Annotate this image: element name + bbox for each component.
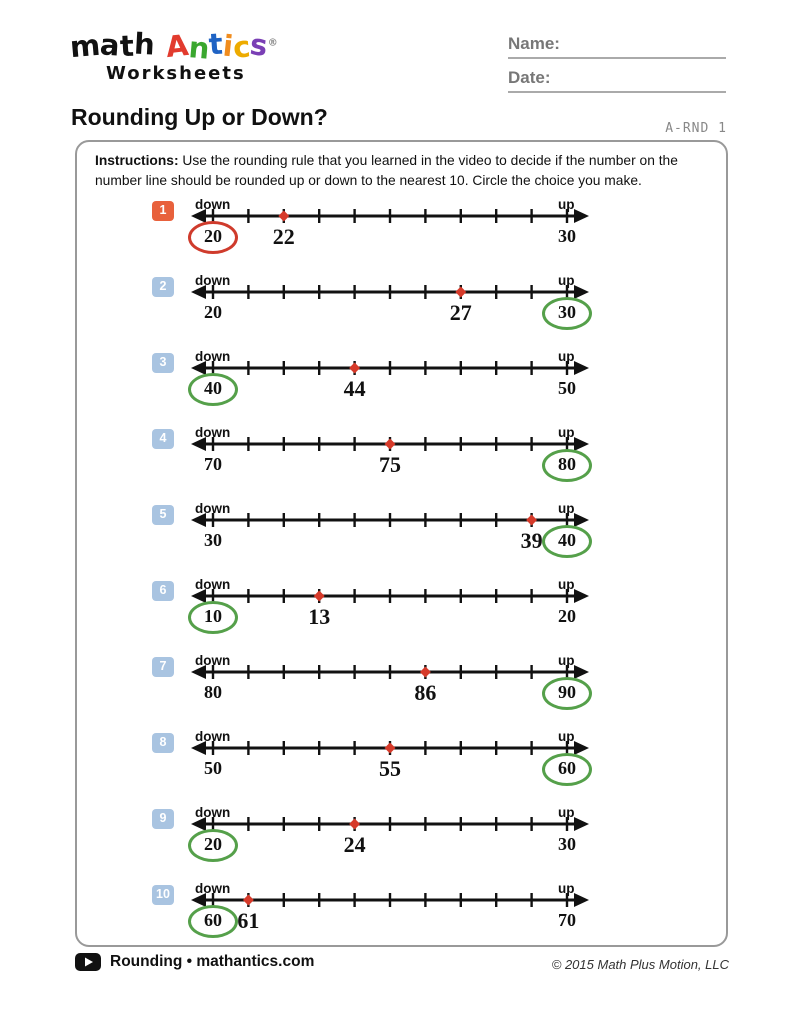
- right-endpoint-label: 80: [558, 454, 576, 474]
- right-endpoint-label: 30: [558, 302, 576, 322]
- problem-row: [77, 806, 730, 882]
- name-field: [508, 34, 726, 59]
- value-marker-diamond: [455, 287, 466, 298]
- up-label: up: [558, 805, 575, 820]
- left-endpoint-label: 60: [204, 910, 222, 930]
- value-label: 13: [308, 604, 331, 629]
- footer-video-link: [75, 953, 314, 971]
- logo-wordmark: [68, 26, 278, 66]
- answer-circle: [188, 373, 238, 406]
- problem-row: [77, 730, 730, 806]
- right-arrowhead: [574, 665, 589, 679]
- right-endpoint-label: 30: [558, 226, 576, 246]
- answer-circle: [188, 905, 238, 938]
- date-field: [508, 68, 726, 93]
- value-marker-diamond: [420, 667, 431, 678]
- left-arrowhead: [191, 741, 206, 755]
- answer-circle: [542, 297, 592, 330]
- value-label: 22: [272, 224, 295, 249]
- value-label: 44: [343, 376, 366, 401]
- value-marker-diamond: [243, 895, 254, 906]
- up-label: up: [558, 881, 575, 896]
- right-arrowhead: [574, 513, 589, 527]
- name-label: Name:: [508, 34, 560, 53]
- worksheet-box: [75, 140, 728, 947]
- answer-circle: [542, 677, 592, 710]
- left-arrowhead: [191, 209, 206, 223]
- number-line: [190, 585, 590, 607]
- left-arrowhead: [191, 513, 206, 527]
- down-label: down: [195, 881, 231, 896]
- value-label: 75: [379, 452, 401, 477]
- value-marker-diamond: [349, 363, 360, 374]
- right-endpoint-label: 20: [558, 606, 576, 626]
- right-arrowhead: [574, 285, 589, 299]
- problem-row: [77, 502, 730, 578]
- answer-circle: [188, 829, 238, 862]
- up-label: up: [558, 349, 575, 364]
- left-arrowhead: [191, 893, 206, 907]
- logo-word-math: math: [68, 26, 156, 65]
- answer-circle: [542, 753, 592, 786]
- instructions-text: Use the rounding rule that you learned in the video to decide if the number on the number line should be rounded up or down to the nearest 10. Circle the choice you make.: [95, 153, 678, 188]
- problem-row: [77, 426, 730, 502]
- problem-number-badge: 5: [152, 505, 174, 525]
- answer-circle: [188, 601, 238, 634]
- value-marker-diamond: [526, 515, 537, 526]
- down-label: down: [195, 425, 231, 440]
- left-endpoint-label: 30: [204, 530, 222, 550]
- value-label: 24: [343, 832, 366, 857]
- answer-circle: [188, 221, 238, 254]
- value-label: 39: [520, 528, 543, 553]
- left-arrowhead: [191, 665, 206, 679]
- left-arrowhead: [191, 589, 206, 603]
- left-endpoint-label: 80: [204, 682, 222, 702]
- left-arrowhead: [191, 817, 206, 831]
- sheet-code: A-RND 1: [665, 121, 727, 136]
- left-endpoint-label: 20: [204, 834, 222, 854]
- value-marker-diamond: [349, 819, 360, 830]
- answer-circle: [542, 525, 592, 558]
- instructions: [95, 151, 695, 191]
- right-arrowhead: [574, 589, 589, 603]
- up-label: up: [558, 577, 575, 592]
- value-marker-diamond: [385, 743, 396, 754]
- problem-row: [77, 882, 730, 958]
- date-label: Date:: [508, 68, 551, 87]
- problem-row: [77, 198, 730, 274]
- left-endpoint-label: 10: [204, 606, 222, 626]
- right-endpoint-label: 90: [558, 682, 576, 702]
- answer-circle: [542, 449, 592, 482]
- problem-number-badge: 3: [152, 353, 174, 373]
- value-label: 27: [449, 300, 472, 325]
- problem-number-badge: 4: [152, 429, 174, 449]
- down-label: down: [195, 273, 231, 288]
- right-arrowhead: [574, 361, 589, 375]
- left-endpoint-label: 20: [204, 226, 222, 246]
- down-label: down: [195, 197, 231, 212]
- value-label: 86: [414, 680, 437, 705]
- up-label: up: [558, 501, 575, 516]
- right-endpoint-label: 60: [558, 758, 576, 778]
- right-endpoint-label: 70: [558, 910, 576, 930]
- up-label: up: [558, 425, 575, 440]
- problem-number-badge: 7: [152, 657, 174, 677]
- problem-number-badge: 6: [152, 581, 174, 601]
- right-arrowhead: [574, 817, 589, 831]
- problem-number-badge: 9: [152, 809, 174, 829]
- left-endpoint-label: 50: [204, 758, 222, 778]
- footer-video-label: Rounding • mathantics.com: [110, 953, 315, 970]
- value-marker-diamond: [278, 211, 289, 222]
- left-arrowhead: [191, 361, 206, 375]
- down-label: down: [195, 729, 231, 744]
- problem-row: [77, 654, 730, 730]
- left-arrowhead: [191, 285, 206, 299]
- up-label: up: [558, 729, 575, 744]
- problem-number-badge: 1: [152, 201, 174, 221]
- left-endpoint-label: 20: [204, 302, 222, 322]
- up-label: up: [558, 197, 575, 212]
- left-arrowhead: [191, 437, 206, 451]
- page-title: Rounding Up or Down?: [71, 104, 328, 130]
- value-label: 61: [237, 908, 260, 933]
- problem-row: [77, 274, 730, 350]
- down-label: down: [195, 349, 231, 364]
- math-antics-logo: [68, 26, 278, 84]
- instructions-label: Instructions:: [95, 153, 179, 168]
- right-arrowhead: [574, 209, 589, 223]
- right-arrowhead: [574, 893, 589, 907]
- left-endpoint-label: 70: [204, 454, 222, 474]
- value-marker-diamond: [385, 439, 396, 450]
- down-label: down: [195, 577, 231, 592]
- right-endpoint-label: 40: [558, 530, 576, 550]
- problem-row: [77, 350, 730, 426]
- right-endpoint-label: 30: [558, 834, 576, 854]
- down-label: down: [195, 653, 231, 668]
- problem-number-badge: 2: [152, 277, 174, 297]
- down-label: down: [195, 805, 231, 820]
- registered-mark: ®: [267, 37, 278, 49]
- copyright: © 2015 Math Plus Motion, LLC: [551, 957, 729, 972]
- value-label: 55: [379, 756, 401, 781]
- number-line: [190, 281, 590, 303]
- logo-subtitle: Worksheets: [106, 63, 246, 84]
- up-label: up: [558, 653, 575, 668]
- play-icon: [75, 953, 101, 971]
- logo-word-antics: Antics: [164, 26, 270, 66]
- problem-number-badge: 8: [152, 733, 174, 753]
- right-arrowhead: [574, 437, 589, 451]
- left-endpoint-label: 40: [204, 378, 222, 398]
- right-arrowhead: [574, 741, 589, 755]
- down-label: down: [195, 501, 231, 516]
- value-marker-diamond: [314, 591, 325, 602]
- problem-number-badge: 10: [152, 885, 174, 905]
- up-label: up: [558, 273, 575, 288]
- right-endpoint-label: 50: [558, 378, 576, 398]
- problem-row: [77, 578, 730, 654]
